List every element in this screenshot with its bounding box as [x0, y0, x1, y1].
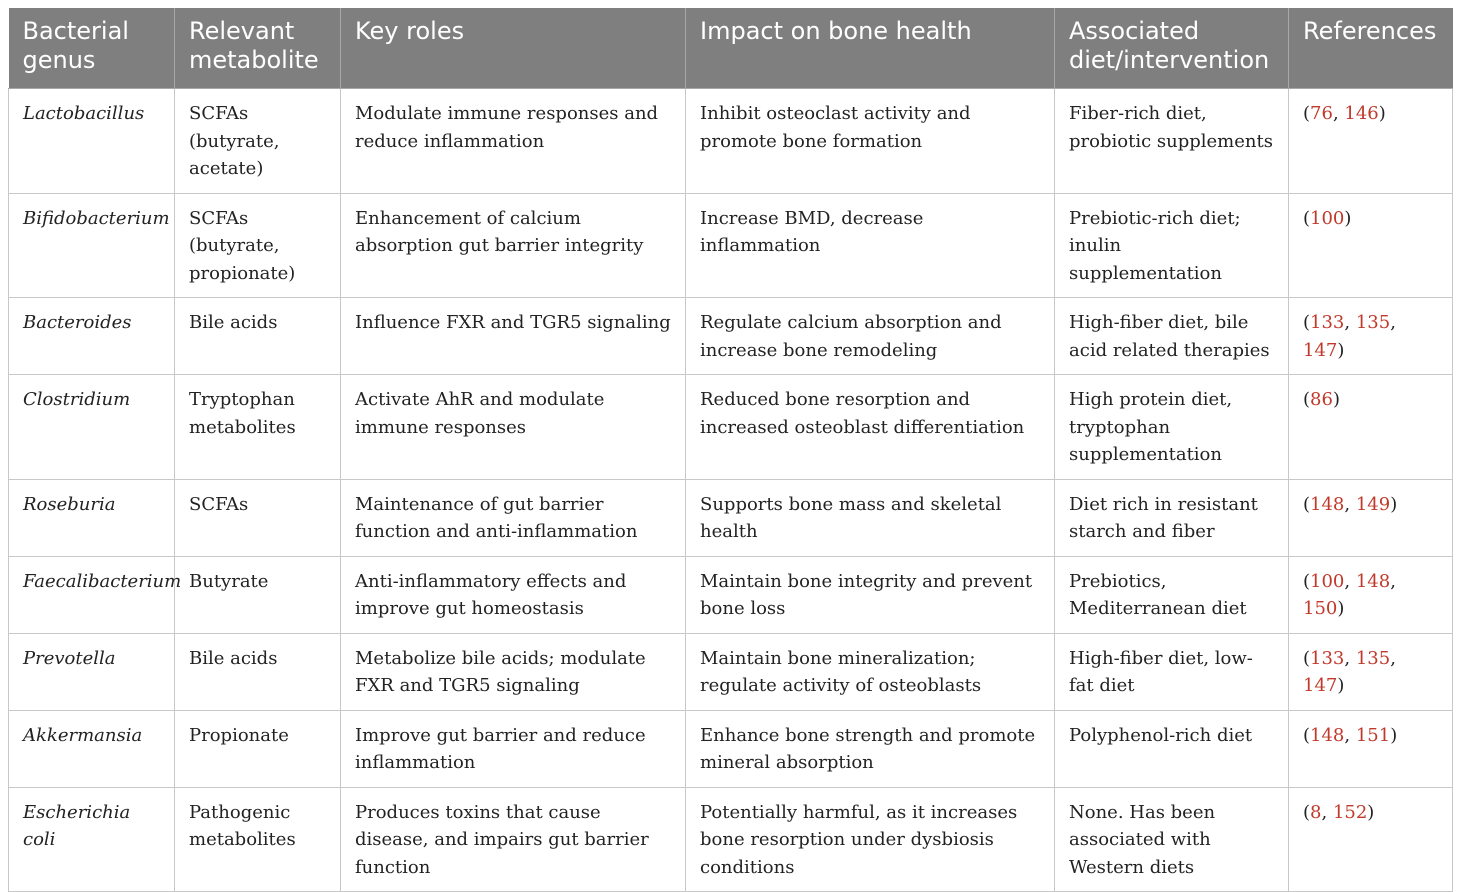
references-cell: (133, 135, 147)	[1289, 298, 1453, 375]
header-references: References	[1289, 8, 1453, 89]
genus-cell: Clostridium	[9, 375, 175, 480]
diet-cell: Prebiotics, Mediterranean diet	[1055, 556, 1289, 633]
diet-cell: Fiber-rich diet, probiotic supplements	[1055, 89, 1289, 194]
key-roles-cell: Activate AhR and modulate immune responses	[341, 375, 686, 480]
genus-cell: Bifidobacterium	[9, 193, 175, 298]
diet-cell: Diet rich in resistant starch and fiber	[1055, 479, 1289, 556]
metabolite-cell: Butyrate	[175, 556, 341, 633]
reference-link[interactable]: 100	[1310, 207, 1345, 229]
diet-cell: Polyphenol-rich diet	[1055, 710, 1289, 787]
reference-link[interactable]: 100	[1310, 570, 1345, 592]
metabolite-cell: SCFAs (butyrate, propionate)	[175, 193, 341, 298]
genus-cell: Escherichia coli	[9, 787, 175, 892]
table-row	[9, 710, 1453, 787]
reference-link[interactable]: 8	[1310, 801, 1322, 823]
key-roles-cell: Influence FXR and TGR5 signaling	[341, 298, 686, 375]
reference-link[interactable]: 151	[1355, 724, 1391, 746]
table-container	[8, 8, 1452, 892]
table-row	[9, 556, 1453, 633]
references-cell: (76, 146)	[1289, 89, 1453, 194]
diet-cell: High protein diet, tryptophan supplementation	[1055, 375, 1289, 480]
table-row	[9, 298, 1453, 375]
metabolite-cell: SCFAs	[175, 479, 341, 556]
metabolite-cell: Bile acids	[175, 633, 341, 710]
table-row	[9, 787, 1453, 892]
impact-cell: Increase BMD, decrease inflammation	[686, 193, 1055, 298]
genus-cell: Faecalibacterium	[9, 556, 175, 633]
impact-cell: Reduced bone resorption and increased osteoblast differentiation	[686, 375, 1055, 480]
references-cell: (100, 148, 150)	[1289, 556, 1453, 633]
header-key-roles: Key roles	[341, 8, 686, 89]
diet-cell: None. Has been associated with Western diets	[1055, 787, 1289, 892]
reference-link[interactable]: 152	[1332, 801, 1368, 823]
table-row	[9, 193, 1453, 298]
reference-link[interactable]: 147	[1303, 339, 1338, 361]
table-body	[9, 89, 1453, 892]
impact-cell: Regulate calcium absorption and increase bone remodeling	[686, 298, 1055, 375]
reference-link[interactable]: 150	[1303, 598, 1338, 619]
metabolite-cell: Tryptophan metabolites	[175, 375, 341, 480]
key-roles-cell: Metabolize bile acids; modulate FXR and TGR5 signaling	[341, 633, 686, 710]
diet-cell: High-fiber diet, low-fat diet	[1055, 633, 1289, 710]
table-row	[9, 633, 1453, 710]
table-row	[9, 479, 1453, 556]
reference-link[interactable]: 86	[1310, 389, 1333, 410]
genus-cell: Lactobacillus	[9, 89, 175, 194]
reference-link[interactable]: 149	[1355, 493, 1391, 515]
metabolite-cell: SCFAs (butyrate, acetate)	[175, 89, 341, 194]
genus-cell: Bacteroides	[9, 298, 175, 375]
reference-link[interactable]: 147	[1303, 675, 1338, 696]
references-cell: (8, 152)	[1289, 787, 1453, 892]
reference-link[interactable]: 148	[1310, 724, 1345, 746]
key-roles-cell: Improve gut barrier and reduce inflammation	[341, 710, 686, 787]
reference-link[interactable]: 76	[1310, 103, 1333, 124]
impact-cell: Potentially harmful, as it increases bone resorption under dysbiosis conditions	[686, 787, 1055, 892]
header-associated-diet: Associated diet/intervention	[1055, 8, 1289, 89]
genus-cell: Prevotella	[9, 633, 175, 710]
diet-cell: Prebiotic-rich diet; inulin supplementation	[1055, 193, 1289, 298]
table-row	[9, 89, 1453, 194]
impact-cell: Inhibit osteoclast activity and promote bone formation	[686, 89, 1055, 194]
genus-cell: Roseburia	[9, 479, 175, 556]
impact-cell: Enhance bone strength and promote mineral absorption	[686, 710, 1055, 787]
impact-cell: Maintain bone integrity and prevent bone loss	[686, 556, 1055, 633]
key-roles-cell: Modulate immune responses and reduce inflammation	[341, 89, 686, 194]
metabolite-cell: Pathogenic metabolites	[175, 787, 341, 892]
key-roles-cell: Produces toxins that cause disease, and impairs gut barrier function	[341, 787, 686, 892]
references-cell: (148, 149)	[1289, 479, 1453, 556]
metabolite-cell: Propionate	[175, 710, 341, 787]
key-roles-cell: Enhancement of calcium absorption gut barrier integrity	[341, 193, 686, 298]
header-impact-on-bone-health: Impact on bone health	[686, 8, 1055, 89]
references-cell: (148, 151)	[1289, 710, 1453, 787]
reference-link[interactable]: 133	[1310, 647, 1345, 669]
header-bacterial-genus: Bacterial genus	[9, 8, 175, 89]
genus-cell: Akkermansia	[9, 710, 175, 787]
header-row	[9, 8, 1453, 89]
key-roles-cell: Maintenance of gut barrier function and anti-inflammation	[341, 479, 686, 556]
bacteria-bone-health-table	[8, 8, 1453, 892]
reference-link[interactable]: 148	[1310, 493, 1345, 515]
impact-cell: Maintain bone mineralization; regulate activity of osteoblasts	[686, 633, 1055, 710]
diet-cell: High-fiber diet, bile acid related therapies	[1055, 298, 1289, 375]
reference-link[interactable]: 135	[1355, 312, 1391, 333]
reference-link[interactable]: 148	[1355, 570, 1391, 592]
reference-link[interactable]: 133	[1310, 312, 1345, 333]
reference-link[interactable]: 135	[1355, 647, 1391, 669]
key-roles-cell: Anti-inflammatory effects and improve gut homeostasis	[341, 556, 686, 633]
table-header	[9, 8, 1453, 89]
impact-cell: Supports bone mass and skeletal health	[686, 479, 1055, 556]
table-row	[9, 375, 1453, 480]
references-cell: (133, 135, 147)	[1289, 633, 1453, 710]
metabolite-cell: Bile acids	[175, 298, 341, 375]
reference-link[interactable]: 146	[1344, 103, 1379, 124]
references-cell: (86)	[1289, 375, 1453, 480]
header-relevant-metabolite: Relevant metabolite	[175, 8, 341, 89]
references-cell: (100)	[1289, 193, 1453, 298]
